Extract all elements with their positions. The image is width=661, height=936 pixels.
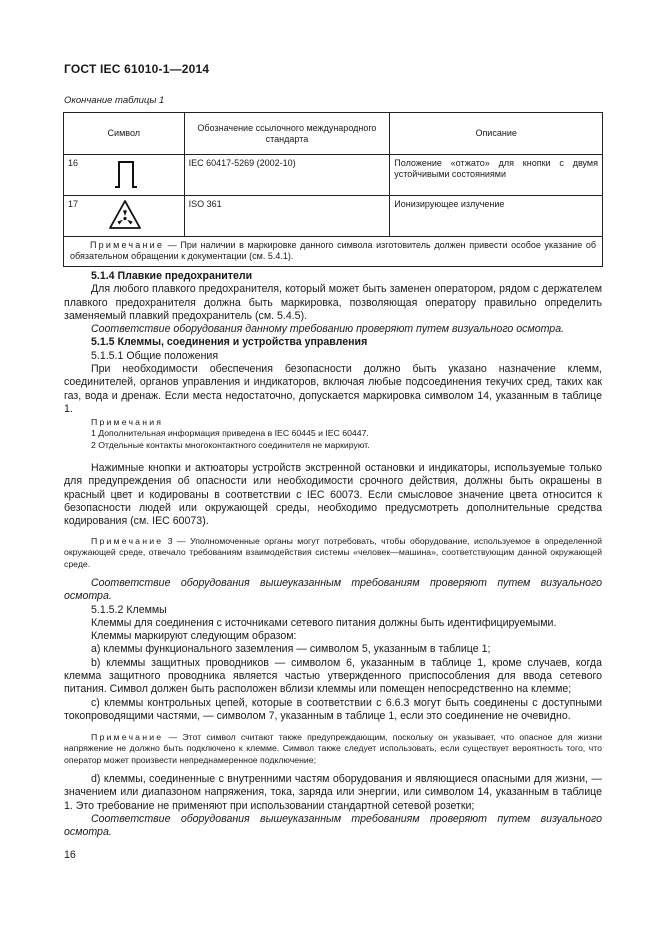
subsection-heading: 5.1.5.2 Клеммы xyxy=(91,603,167,616)
section-5-1-4 xyxy=(64,270,602,416)
table-header-row xyxy=(64,113,603,155)
note-label: Примечание xyxy=(90,240,165,250)
push-button-out-icon xyxy=(113,159,139,191)
note-text: — При наличии в маркировке данного символа изготовитель должен привести особое указание об обязательном обращении к документации (см. 5.4.1). xyxy=(70,240,596,261)
row-number: 17 xyxy=(68,199,79,209)
symbols-table xyxy=(63,112,603,267)
table-cell-symbol xyxy=(64,196,185,237)
note-item: 1 Дополнительная информация приведена в IEC 60445 и IEC 60447. xyxy=(91,428,369,439)
paragraph: Нажимные кнопки и актюаторы устройств экстренной остановки и индикаторы, используемые только для предупреждения об опасности или необходимости срочного действия, должны быть окрашены в красный цвет и кодированы в соответствии с IEC 60073. Если смысловое значение цвета относится к безопасности людей или окружающей среды, необходимо предусмотреть дополнительные средства кодирования (см. IEC 60073). xyxy=(64,462,602,528)
table-header-standard: Обозначение ссылочного международного стандарта xyxy=(184,113,390,155)
subsection-heading: 5.1.5.1 Общие положения xyxy=(91,349,219,362)
table-header-symbol: Символ xyxy=(64,113,185,155)
list-item: c) клеммы контрольных цепей, которые в соответствии с 6.6.3 могут быть соединены с доступными токопроводящими частями, — символом 7, указанным в таблице 1, если это соединение не очевидно. xyxy=(64,696,602,722)
note-item: 2 Отдельные контакты многоконтактного соединителя не маркируют. xyxy=(91,439,370,450)
table-header-description: Описание xyxy=(390,113,603,155)
table-row xyxy=(64,155,603,196)
document-title: ГОСТ IEC 61010-1—2014 xyxy=(64,62,210,76)
notes-block xyxy=(64,417,602,451)
table-caption: Окончание таблицы 1 xyxy=(64,95,165,106)
ionizing-radiation-icon xyxy=(108,199,142,233)
paragraph: Клеммы для соединения с источниками сетевого питания должны быть идентифицируемыми. xyxy=(91,616,557,629)
table-cell-standard: IEC 60417-5269 (2002-10) xyxy=(184,155,390,196)
paragraph-block xyxy=(64,773,602,839)
table-row xyxy=(64,196,603,237)
section-5-1-5-2 xyxy=(64,577,602,723)
table-cell-symbol xyxy=(64,155,185,196)
table-cell-description: Положение «отжато» для кнопки с двумя устойчивыми состояниями xyxy=(390,155,603,196)
section-heading: 5.1.4 Плавкие предохранители xyxy=(91,270,253,282)
notes-label: Примечания xyxy=(91,417,164,427)
compliance-paragraph: Соответствие оборудования вышеуказанным требованиям проверяют путем визуального осмотра. xyxy=(64,812,602,839)
row-number: 16 xyxy=(68,158,79,168)
list-item: d) клеммы, соединенные с внутренними частям оборудования и являющиеся опасными для жизни, — значением или диапазоном напряжения, тока, заряда или энергии, или символом 14, указанным в таблице 1. Это требование не применяют при использовании стандартной сетевой розетки; xyxy=(64,773,602,812)
note-3-block xyxy=(64,536,602,570)
note-label: Примечание xyxy=(91,536,164,546)
compliance-paragraph: Соответствие оборудования вышеуказанным требованиям проверяют путем визуального осмотра. xyxy=(64,577,602,603)
note-text: 3 — Уполномоченные органы могут потребовать, чтобы оборудование, используемое в определенной окружающей среде, отвечало требованиям взаимодействия системы «человек—машина», соответствующим данной окружающей среде. xyxy=(64,536,602,569)
compliance-paragraph: Соответствие оборудования данному требованию проверяют путем визуального осмотра. xyxy=(91,323,565,336)
note-4-block xyxy=(64,732,602,766)
list-item: b) клеммы защитных проводников — символом 6, указанным в таблице 1, кроме случаев, когда клемма защитного проводника является частью утвержденного приспособления для ввода сетевого питания. Символ должен быть расположен вблизи клеммы или помещен непосредственно на клемме; xyxy=(64,656,602,696)
table-note xyxy=(64,237,603,267)
table-note-row xyxy=(64,237,603,267)
page-number: 16 xyxy=(64,849,76,861)
table-cell-description: Ионизирующее излучение xyxy=(390,196,603,237)
table-cell-standard: ISO 361 xyxy=(184,196,390,237)
paragraph: Для любого плавкого предохранителя, который может быть заменен оператором, рядом с держателем плавкого предохранителя должна быть маркировка, позволяющая оператору правильно определить заменяемый плавкий предохранитель (см. 5.4.5). xyxy=(64,283,602,322)
paragraph-block xyxy=(64,462,602,528)
paragraph: Клеммы маркируют следующим образом: xyxy=(91,630,297,643)
paragraph: При необходимости обеспечения безопасности должно быть указано назначение клемм, соединителей, органов управления и индикаторов, включая любые подсоединения текучих сред, таких как газ, вода и дренаж. Если места недостаточно, допускается маркировка символом 14, указанным в таблице 1. xyxy=(64,363,602,415)
note-label: Примечание xyxy=(91,732,164,742)
section-heading: 5.1.5 Клеммы, соединения и устройства управления xyxy=(91,336,368,349)
list-item: a) клеммы функционального заземления — символом 5, указанным в таблице 1; xyxy=(91,643,491,656)
note-text: — Этот символ считают также предупреждающим, поскольку он указывает, что опасное для жизни напряжение не должно быть подключено к клемме. Символ также следует использовать, если существует вероятность того, что оператор может произвести непреднамеренное подключение; xyxy=(64,732,602,765)
